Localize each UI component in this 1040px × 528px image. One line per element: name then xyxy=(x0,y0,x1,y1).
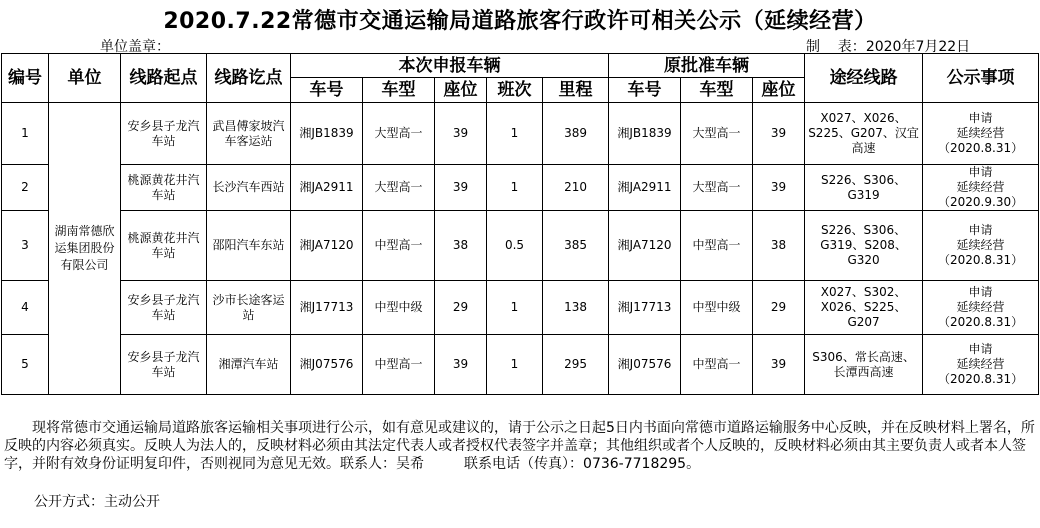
row-type: 中型中级 xyxy=(363,281,435,335)
row-orig-type: 中型中级 xyxy=(681,281,753,335)
row-start: 安乡县子龙汽车站 xyxy=(121,335,207,395)
row-route: S226、S306、G319 xyxy=(805,165,923,211)
header-orig-plate: 车号 xyxy=(609,78,681,103)
row-no: 3 xyxy=(2,211,49,281)
header-notice: 公示事项 xyxy=(923,54,1039,103)
row-route: X027、X026、S225、G207、汉宜高速 xyxy=(805,103,923,165)
row-orig-plate: 湘JB1839 xyxy=(609,103,681,165)
row-route: S226、S306、G319、S208、G320 xyxy=(805,211,923,281)
header-no: 编号 xyxy=(2,54,49,103)
row-mileage: 295 xyxy=(543,335,609,395)
row-orig-seats: 39 xyxy=(753,165,805,211)
table-row xyxy=(2,211,1039,281)
row-no: 4 xyxy=(2,281,49,335)
row-orig-seats: 29 xyxy=(753,281,805,335)
row-orig-plate: 湘JA2911 xyxy=(609,165,681,211)
disclosure-method: 公开方式：主动公开 xyxy=(34,494,160,510)
permit-table xyxy=(1,53,1039,395)
table-row xyxy=(2,281,1039,335)
row-notice: 申请 延续经营 （2020.8.31） xyxy=(923,103,1039,165)
row-no: 2 xyxy=(2,165,49,211)
header-route: 途经线路 xyxy=(805,54,923,103)
row-trips: 0.5 xyxy=(487,211,543,281)
header-type: 车型 xyxy=(363,78,435,103)
row-type: 中型高一 xyxy=(363,335,435,395)
row-plate: 湘JB1839 xyxy=(291,103,363,165)
row-notice: 申请 延续经营 （2020.8.31） xyxy=(923,281,1039,335)
row-start: 安乡县子龙汽车站 xyxy=(121,281,207,335)
row-start: 桃源黄花井汽车站 xyxy=(121,211,207,281)
header-unit: 单位 xyxy=(49,54,121,103)
row-type: 大型高一 xyxy=(363,165,435,211)
row-plate: 湘J07576 xyxy=(291,335,363,395)
row-trips: 1 xyxy=(487,335,543,395)
row-notice: 申请 延续经营 （2020.8.31） xyxy=(923,335,1039,395)
row-orig-seats: 39 xyxy=(753,103,805,165)
row-no: 1 xyxy=(2,103,49,165)
date-value: 2020年7月22日 xyxy=(865,39,971,55)
row-end: 湘潭汽车站 xyxy=(207,335,291,395)
row-trips: 1 xyxy=(487,103,543,165)
row-orig-type: 中型高一 xyxy=(681,335,753,395)
row-no: 5 xyxy=(2,335,49,395)
row-orig-seats: 38 xyxy=(753,211,805,281)
row-mileage: 385 xyxy=(543,211,609,281)
row-route: S306、常长高速、长潭西高速 xyxy=(805,335,923,395)
row-trips: 1 xyxy=(487,165,543,211)
header-orig-seats: 座位 xyxy=(753,78,805,103)
row-seats: 39 xyxy=(435,165,487,211)
row-notice: 申请 延续经营 （2020.8.31） xyxy=(923,211,1039,281)
row-orig-plate: 湘J17713 xyxy=(609,281,681,335)
row-seats: 39 xyxy=(435,103,487,165)
table-row xyxy=(2,103,1039,165)
row-orig-type: 大型高一 xyxy=(681,103,753,165)
row-plate: 湘J17713 xyxy=(291,281,363,335)
table-body xyxy=(2,103,1039,395)
row-start: 安乡县子龙汽车站 xyxy=(121,103,207,165)
unit-name: 湖南常德欣运集团股份有限公司 xyxy=(49,103,121,395)
header-start: 线路起点 xyxy=(121,54,207,103)
notice-paragraph: 现将常德市交通运输局道路旅客运输相关事项进行公示，如有意见或建议的，请于公示之日起5日内书面向常德市道路运输服务中心反映，并在反映材料上署名，所反映的内容必须真实。反映人为法人的，反映材料必须由其法定代表人或者授权代表签字并盖章；其他组织或者个人反映的，反映材料必须由其主要负责人或者本人签字，并附有效身份证明复印件，否则视同为意见无效。联系人：吴希 联系电话（传真）：0736-7718295。 xyxy=(4,420,1035,472)
row-orig-type: 中型高一 xyxy=(681,211,753,281)
row-seats: 38 xyxy=(435,211,487,281)
row-seats: 29 xyxy=(435,281,487,335)
header-current-group: 本次申报车辆 xyxy=(291,54,609,78)
row-plate: 湘JA7120 xyxy=(291,211,363,281)
row-end: 长沙汽车西站 xyxy=(207,165,291,211)
header-mileage: 里程 xyxy=(543,78,609,103)
row-end: 邵阳汽车东站 xyxy=(207,211,291,281)
row-type: 中型高一 xyxy=(363,211,435,281)
row-plate: 湘JA2911 xyxy=(291,165,363,211)
header-plate: 车号 xyxy=(291,78,363,103)
table-row xyxy=(2,165,1039,211)
row-orig-seats: 39 xyxy=(753,335,805,395)
row-mileage: 389 xyxy=(543,103,609,165)
row-seats: 39 xyxy=(435,335,487,395)
row-orig-plate: 湘JA7120 xyxy=(609,211,681,281)
header-end: 线路讫点 xyxy=(207,54,291,103)
header-trips: 班次 xyxy=(487,78,543,103)
date-label: 制 表： xyxy=(806,39,866,55)
header-seats: 座位 xyxy=(435,78,487,103)
row-end: 武昌傅家坡汽车客运站 xyxy=(207,103,291,165)
row-type: 大型高一 xyxy=(363,103,435,165)
page-title: 2020.7.22常德市交通运输局道路旅客行政许可相关公示（延续经营） xyxy=(163,9,877,34)
row-start: 桃源黄花井汽车站 xyxy=(121,165,207,211)
row-notice: 申请 延续经营 （2020.9.30） xyxy=(923,165,1039,211)
row-route: X027、S302、X026、S225、G207 xyxy=(805,281,923,335)
row-mileage: 138 xyxy=(543,281,609,335)
header-original-group: 原批准车辆 xyxy=(609,54,805,78)
row-orig-type: 大型高一 xyxy=(681,165,753,211)
row-mileage: 210 xyxy=(543,165,609,211)
row-trips: 1 xyxy=(487,281,543,335)
row-end: 沙市长途客运站 xyxy=(207,281,291,335)
table-row xyxy=(2,335,1039,395)
header-orig-type: 车型 xyxy=(681,78,753,103)
row-orig-plate: 湘J07576 xyxy=(609,335,681,395)
seal-label: 单位盖章： xyxy=(100,39,170,55)
